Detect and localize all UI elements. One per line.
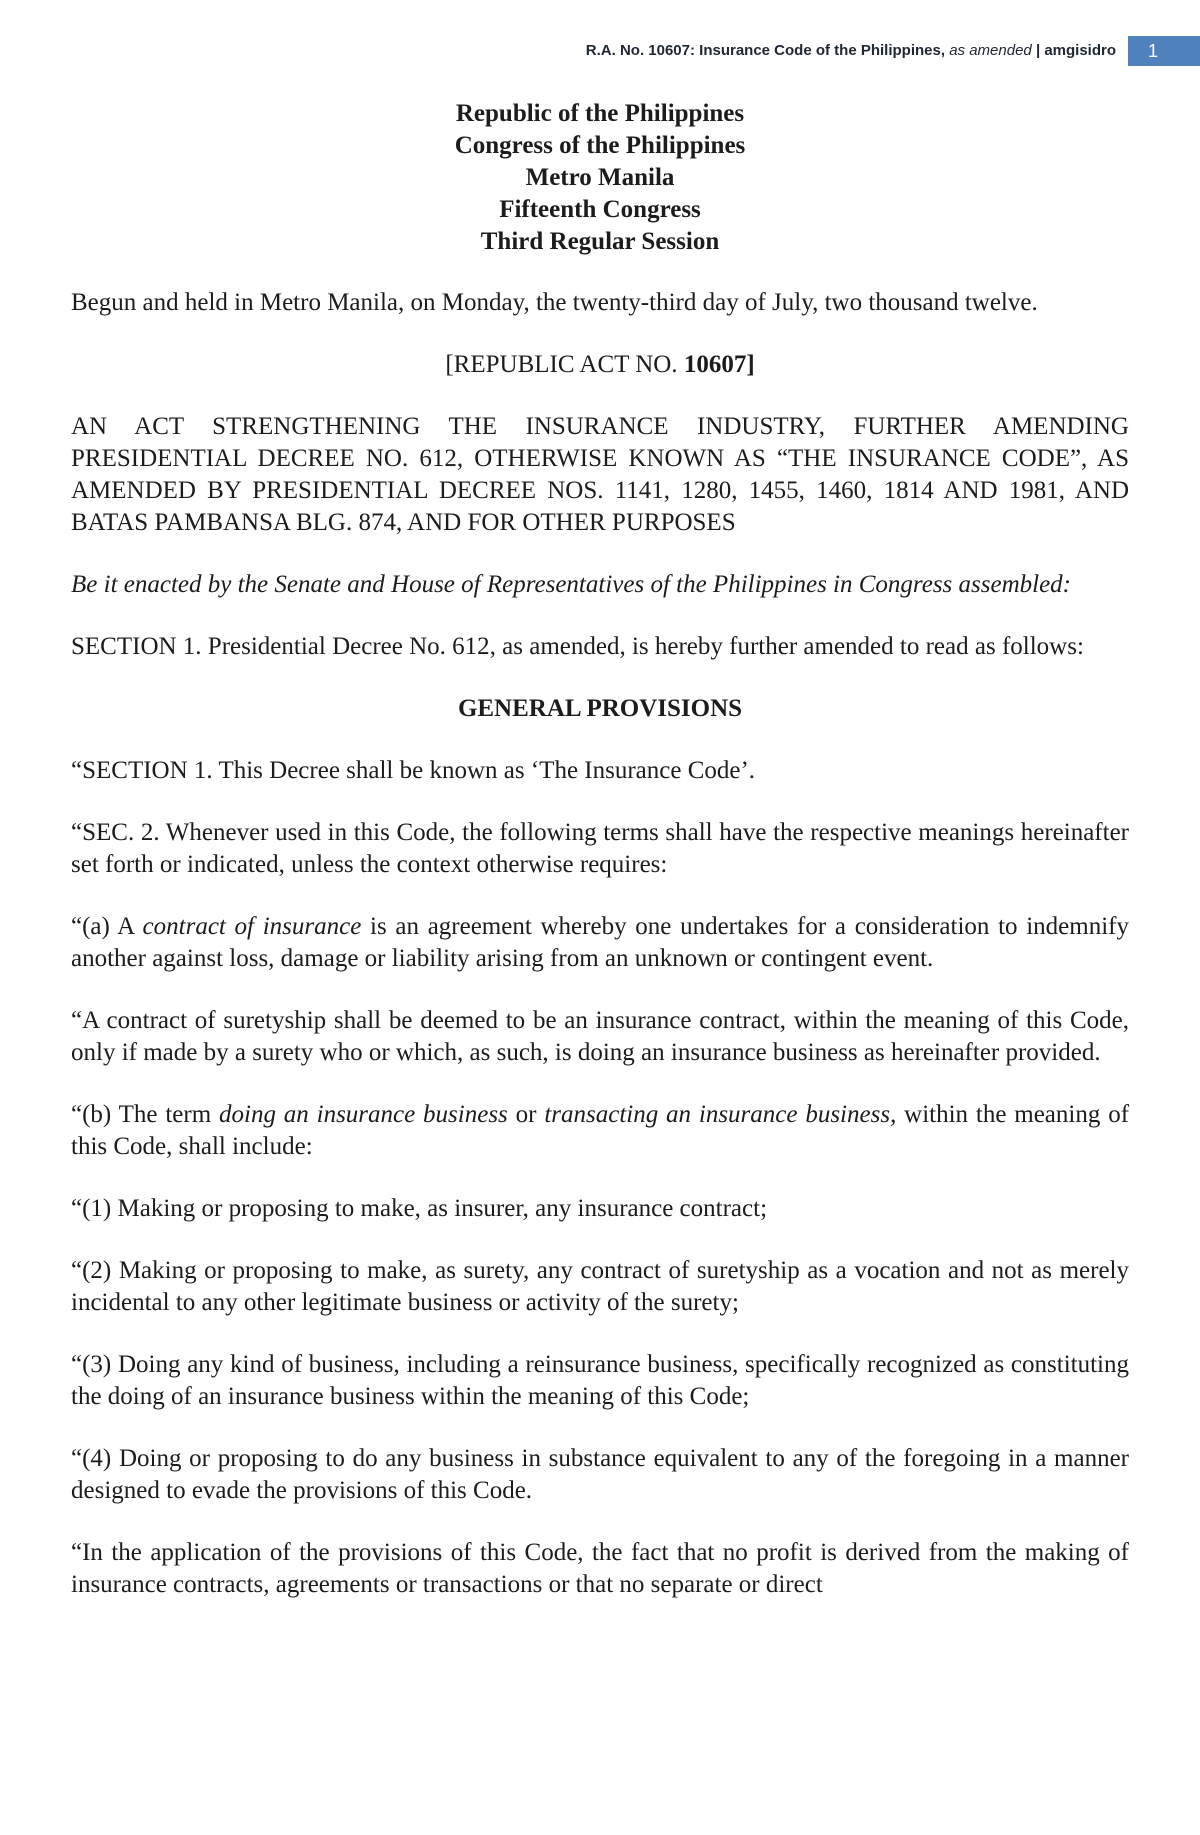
paragraph-b-term-1: doing an insurance business [219, 1101, 508, 1128]
act-title: AN ACT STRENGTHENING THE INSURANCE INDUSTRY, FURTHER AMENDING PRESIDENTIAL DECREE NO. 612, OTHERWISE KNOWN AS “THE INSURANCE CODE”, AS AMENDED BY PRESIDENTIAL DECREE NOS. 1141, 1280, 1455, 1460, 1814 AND 1981, AND BATAS PAMBANSA BLG. 874, AND FOR OTHER PURPOSES [71, 413, 1129, 536]
paragraph-b-term-2: transacting an insurance business [544, 1101, 891, 1128]
title-line: Third Regular Session [480, 228, 720, 255]
code-section-2: “SEC. 2. Whenever used in this Code, the following terms shall have the respective meanings hereinafter set forth or indicated, unless the context otherwise requires: [71, 819, 1129, 878]
list-item-4: “(4) Doing or proposing to do any business in substance equivalent to any of the foregoing in a manner designed to evade the provisions of this Code. [71, 1445, 1129, 1504]
running-header [0, 36, 1200, 68]
running-title-italic: as amended [949, 42, 1032, 59]
suretyship-paragraph: “A contract of suretyship shall be deemed to be an insurance contract, within the meaning of this Code, only if made by a surety who or which, as such, is doing an insurance business as hereinafter provided. [71, 1007, 1129, 1066]
paragraph-a-term: contract of insurance [142, 913, 362, 940]
document-body [71, 98, 1129, 1601]
running-title-separator: | [1035, 42, 1041, 59]
section-1: SECTION 1. Presidential Decree No. 612, as amended, is hereby further amended to read as follows: [71, 633, 1084, 660]
paragraph-a-lead: “(a) A [71, 913, 143, 940]
paragraph-b [71, 1099, 1129, 1163]
running-title [586, 42, 1116, 59]
act-number [71, 349, 1129, 381]
list-item-3: “(3) Doing any kind of business, including a reinsurance business, specifically recognized as constituting the doing of an insurance business within the meaning of this Code; [71, 1351, 1129, 1410]
title-line: Republic of the Philippines [455, 100, 745, 127]
enacting-clause: Be it enacted by the Senate and House of Representatives of the Philippines in Congress assembled: [71, 571, 1072, 598]
act-number-prefix: [REPUBLIC ACT NO. [445, 351, 684, 378]
paragraph-b-rest: , within the meaning of this Code, shall include: [71, 1101, 1130, 1160]
running-title-author: amgisidro [1044, 42, 1116, 59]
application-paragraph: “In the application of the provisions of this Code, the fact that no profit is derived from the making of insurance contracts, agreements or transactions or that no separate or direct [71, 1539, 1129, 1598]
page-number: 1 [1128, 36, 1200, 66]
begun-paragraph: Begun and held in Metro Manila, on Monday, the twenty-third day of July, two thousand twelve. [71, 289, 1038, 316]
paragraph-b-lead: “(b) The term [71, 1101, 219, 1128]
paragraph-b-mid: or [507, 1101, 545, 1128]
list-item-2: “(2) Making or proposing to make, as surety, any contract of suretyship as a vocation and not as merely incidental to any other legitimate business or activity of the surety; [71, 1257, 1129, 1316]
paragraph-a [71, 911, 1129, 975]
title-line: Fifteenth Congress [499, 196, 701, 223]
title-line: Metro Manila [525, 164, 675, 191]
running-title-main: R.A. No. 10607: Insurance Code of the Philippines, [585, 42, 946, 59]
code-section-1: “SECTION 1. This Decree shall be known as ‘The Insurance Code’. [71, 757, 756, 784]
title-block [71, 98, 1129, 258]
paragraph-a-rest: is an agreement whereby one undertakes for a consideration to indemnify another against loss, damage or liability arising from an unknown or contingent event. [71, 913, 1129, 972]
act-number-value: 10607] [683, 351, 755, 378]
title-line: Congress of the Philippines [454, 132, 746, 159]
general-provisions-heading: GENERAL PROVISIONS [457, 695, 743, 722]
list-item-1: “(1) Making or proposing to make, as insurer, any insurance contract; [71, 1195, 768, 1222]
